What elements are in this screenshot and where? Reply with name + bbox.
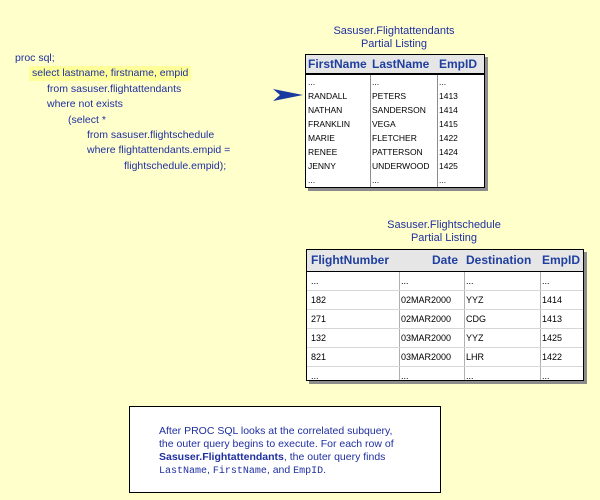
schedule-title: Sasuser.Flightschedule bbox=[387, 219, 501, 231]
table-cell: 02MAR2000 bbox=[401, 314, 452, 324]
column-header: EmpID bbox=[439, 57, 478, 71]
table-cell: FLETCHER bbox=[372, 133, 417, 143]
attendants-subtitle: Partial Listing bbox=[360, 38, 428, 50]
table-cell: ... bbox=[372, 175, 380, 185]
table-row bbox=[306, 75, 484, 89]
note-text: . bbox=[323, 464, 327, 476]
table-cell: RENEE bbox=[308, 147, 338, 157]
table-cell: MARIE bbox=[308, 133, 335, 143]
code-highlight: select lastname, firstname, empid bbox=[29, 66, 191, 81]
code-line: from sasuser.flightschedule bbox=[87, 129, 215, 142]
table-cell: ... bbox=[439, 77, 447, 87]
explanation-note bbox=[129, 406, 441, 493]
table-row bbox=[307, 309, 583, 328]
table-cell: YYZ bbox=[466, 295, 484, 305]
table-row bbox=[306, 159, 484, 173]
table-row bbox=[307, 366, 583, 385]
schedule-caption bbox=[356, 219, 532, 245]
table-cell: 1424 bbox=[439, 147, 458, 157]
note-column-lastname: LastName bbox=[159, 466, 208, 477]
note-column-firstname: FirstName bbox=[212, 466, 267, 477]
table-cell: 1425 bbox=[439, 161, 458, 171]
table-cell: 821 bbox=[311, 352, 327, 362]
column-header: Destination bbox=[466, 253, 532, 267]
note-table-name: Sasuser.Flightattendants bbox=[159, 451, 284, 463]
table-cell: ... bbox=[401, 276, 409, 286]
table-cell: ... bbox=[466, 276, 474, 286]
table-cell: CDG bbox=[466, 314, 486, 324]
table-row bbox=[306, 117, 484, 131]
table-cell: LHR bbox=[466, 352, 485, 362]
table-cell: 1413 bbox=[542, 314, 563, 324]
table-cell: NATHAN bbox=[308, 105, 343, 115]
column-header: LastName bbox=[372, 57, 430, 71]
column-header: Date bbox=[432, 253, 459, 267]
attendants-title: Sasuser.Flightattendants bbox=[333, 25, 455, 37]
table-cell: PETERS bbox=[372, 91, 407, 101]
table-cell: FRANKLIN bbox=[308, 119, 351, 129]
note-text: , the outer query finds bbox=[283, 451, 386, 463]
schedule-subtitle: Partial Listing bbox=[410, 232, 478, 244]
note-line bbox=[159, 451, 440, 464]
table-cell: 02MAR2000 bbox=[401, 295, 452, 305]
note-text: , and bbox=[266, 464, 294, 476]
table-cell: YYZ bbox=[466, 333, 484, 343]
table-cell: ... bbox=[311, 276, 319, 286]
code-line: where not exists bbox=[47, 98, 123, 111]
column-header: FirstName bbox=[308, 57, 367, 71]
table-cell: 1415 bbox=[439, 119, 458, 129]
table-cell: 03MAR2000 bbox=[401, 352, 452, 362]
note-line: the outer query begins to execute. For each row of bbox=[159, 438, 394, 450]
attendants-header-row bbox=[306, 55, 484, 75]
table-cell: 1422 bbox=[439, 133, 458, 143]
note-text: , bbox=[207, 464, 213, 476]
table-cell: ... bbox=[401, 371, 409, 381]
table-cell: VEGA bbox=[372, 119, 396, 129]
table-cell: RANDALL bbox=[308, 91, 348, 101]
table-cell: 1422 bbox=[542, 352, 563, 362]
table-cell: ... bbox=[439, 175, 447, 185]
attendants-table bbox=[305, 54, 485, 188]
code-line: flightschedule.empid); bbox=[124, 159, 227, 172]
table-cell: JENNY bbox=[308, 161, 336, 171]
table-row bbox=[306, 131, 484, 145]
table-cell: ... bbox=[308, 175, 316, 185]
table-row bbox=[307, 328, 583, 347]
table-cell: 271 bbox=[311, 314, 327, 324]
table-cell: 132 bbox=[311, 333, 327, 343]
table-cell: 1425 bbox=[542, 333, 563, 343]
code-line-highlighted bbox=[32, 66, 191, 81]
note-line: After PROC SQL looks at the correlated subquery, bbox=[159, 425, 393, 437]
schedule-header-row bbox=[307, 250, 583, 272]
code-line: proc sql; bbox=[15, 52, 55, 64]
table-cell: 1413 bbox=[439, 91, 458, 101]
note-column-empid: EmpID bbox=[293, 466, 324, 477]
code-line: where flightattendants.empid = bbox=[87, 144, 231, 157]
table-row bbox=[306, 173, 484, 187]
schedule-table bbox=[306, 249, 584, 381]
table-row bbox=[306, 145, 484, 159]
code-line: from sasuser.flightattendants bbox=[47, 82, 182, 95]
attendants-caption bbox=[305, 25, 483, 51]
table-cell: ... bbox=[372, 77, 380, 87]
column-header: EmpID bbox=[542, 253, 581, 267]
note-line bbox=[159, 464, 440, 478]
table-cell: ... bbox=[542, 371, 550, 381]
table-row bbox=[307, 347, 583, 366]
table-row bbox=[307, 272, 583, 290]
table-cell: ... bbox=[311, 371, 319, 381]
table-cell: 03MAR2000 bbox=[401, 333, 452, 343]
table-row bbox=[307, 290, 583, 309]
table-row bbox=[306, 103, 484, 117]
table-cell: UNDERWOOD bbox=[372, 161, 430, 171]
column-header: FlightNumber bbox=[311, 253, 389, 267]
table-cell: PATTERSON bbox=[372, 147, 423, 157]
table-cell: ... bbox=[466, 371, 474, 381]
sql-code-block bbox=[15, 51, 231, 174]
table-cell: ... bbox=[308, 77, 316, 87]
table-cell: 1414 bbox=[542, 295, 563, 305]
table-cell: 1414 bbox=[439, 105, 458, 115]
code-line: (select * bbox=[68, 113, 106, 126]
table-cell: SANDERSON bbox=[372, 105, 426, 115]
pointer-arrow-icon bbox=[273, 87, 303, 103]
table-cell: 182 bbox=[311, 295, 327, 305]
table-row bbox=[306, 89, 484, 103]
table-cell: ... bbox=[542, 276, 550, 286]
